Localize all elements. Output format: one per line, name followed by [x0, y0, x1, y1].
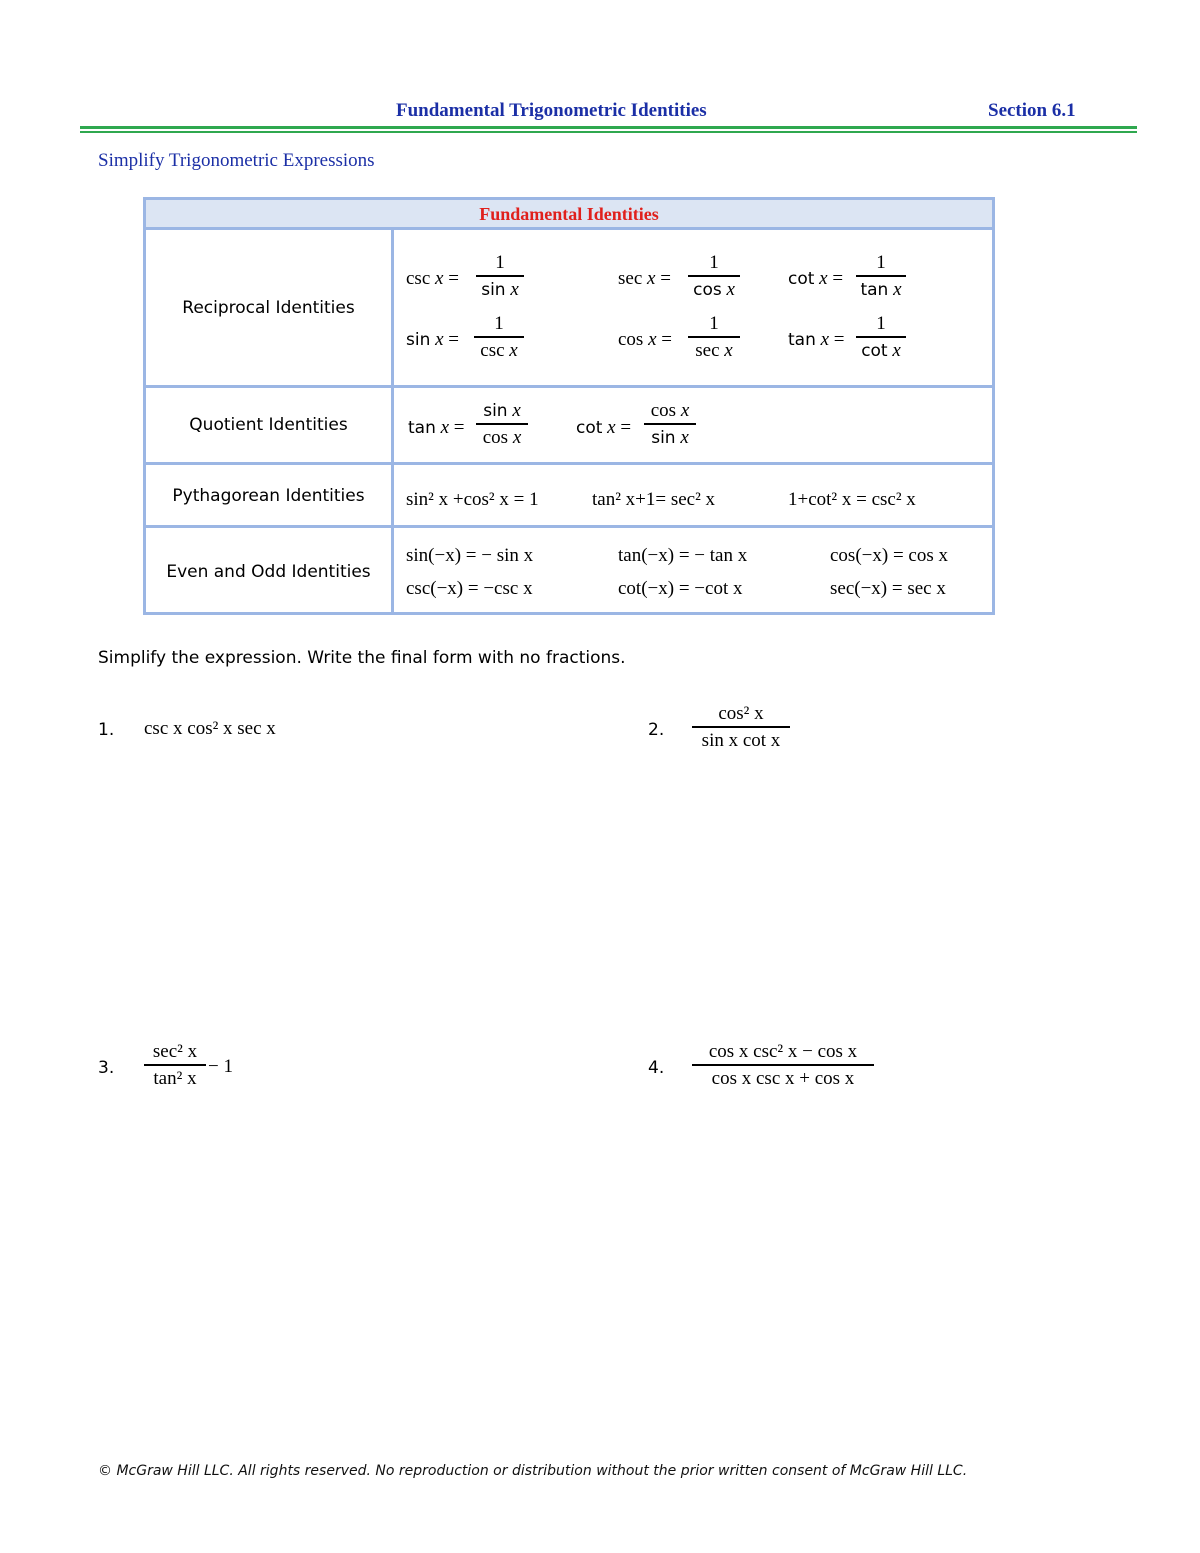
- page-title: Fundamental Trigonometric Identities: [396, 100, 707, 121]
- fraction: 1 sec x: [688, 314, 740, 360]
- section-label: Section 6.1: [988, 100, 1076, 121]
- identity-lhs: cot x =: [576, 417, 632, 438]
- identity-lhs: cot x =: [788, 268, 844, 289]
- problem-4-denominator: cos x csc x + cos x: [711, 1067, 855, 1089]
- even-odd-identity-cos: cos(−x) = cos x: [830, 545, 948, 566]
- fraction: cos x sin x: [644, 401, 696, 447]
- row-label-pythagorean: Pythagorean Identities: [172, 486, 365, 506]
- identity-lhs: tan x =: [408, 417, 465, 438]
- problem-3-tail: − 1: [208, 1056, 233, 1077]
- even-odd-identity-tan: tan(−x) = − tan x: [618, 545, 748, 566]
- problem-number-2: 2.: [648, 720, 665, 740]
- header-rule-top: [80, 126, 1137, 129]
- row-divider: [146, 462, 992, 465]
- problem-3-denominator: tan² x: [153, 1067, 197, 1089]
- even-odd-identity-sec: sec(−x) = sec x: [830, 578, 946, 599]
- fraction: 1 csc x: [474, 314, 524, 360]
- row-divider: [146, 385, 992, 388]
- fraction: 1 cos x: [688, 253, 740, 299]
- identity-lhs: sin x =: [406, 329, 460, 350]
- instructions: Simplify the expression. Write the final form with no fractions.: [98, 648, 626, 668]
- even-odd-identity-cot: cot(−x) = −cot x: [618, 578, 743, 599]
- copyright-footer: © McGraw Hill LLC. All rights reserved. No reproduction or distribution without the prior written consent of McGraw Hill LLC.: [98, 1463, 968, 1479]
- subtitle: Simplify Trigonometric Expressions: [98, 150, 375, 171]
- even-odd-identity-csc: csc(−x) = −csc x: [406, 578, 533, 599]
- identity-lhs: sec x =: [618, 268, 671, 289]
- row-divider: [146, 525, 992, 528]
- problem-number-4: 4.: [648, 1058, 665, 1078]
- problem-3-fraction: [144, 1042, 206, 1088]
- problem-4-numerator: cos x csc² x − cos x: [708, 1041, 858, 1062]
- problem-3-numerator: sec² x: [152, 1041, 198, 1062]
- identities-table: [143, 197, 995, 615]
- column-divider: [391, 230, 394, 612]
- problem-2-denominator: sin x cot x: [701, 729, 781, 751]
- identity-lhs: tan x =: [788, 329, 845, 350]
- problem-1-expression: csc x cos² x sec x: [144, 718, 276, 739]
- identity-lhs: cos x =: [618, 329, 672, 350]
- pythagorean-identity-2: tan² x+1= sec² x: [592, 489, 716, 510]
- even-odd-identity-sin: sin(−x) = − sin x: [406, 545, 534, 566]
- problem-2-fraction: [692, 704, 790, 750]
- problem-2-numerator: cos² x: [718, 703, 764, 724]
- identity-lhs: csc x =: [406, 268, 459, 289]
- row-label-reciprocal: Reciprocal Identities: [182, 298, 355, 318]
- fraction: 1 cot x: [856, 314, 906, 360]
- fraction: 1 tan x: [856, 253, 906, 299]
- fraction: 1 sin x: [476, 253, 524, 299]
- pythagorean-identity-3: 1+cot² x = csc² x: [788, 489, 916, 510]
- problem-number-1: 1.: [98, 720, 115, 740]
- problem-4-fraction: [692, 1042, 874, 1088]
- row-label-even-odd: Even and Odd Identities: [166, 562, 371, 582]
- pythagorean-identity-1: sin² x +cos² x = 1: [406, 489, 539, 510]
- row-label-quotient: Quotient Identities: [189, 415, 348, 435]
- problem-number-3: 3.: [98, 1058, 115, 1078]
- fraction: sin x cos x: [476, 401, 528, 447]
- table-title: Fundamental Identities: [146, 200, 992, 230]
- header-rule-bottom: [80, 131, 1137, 133]
